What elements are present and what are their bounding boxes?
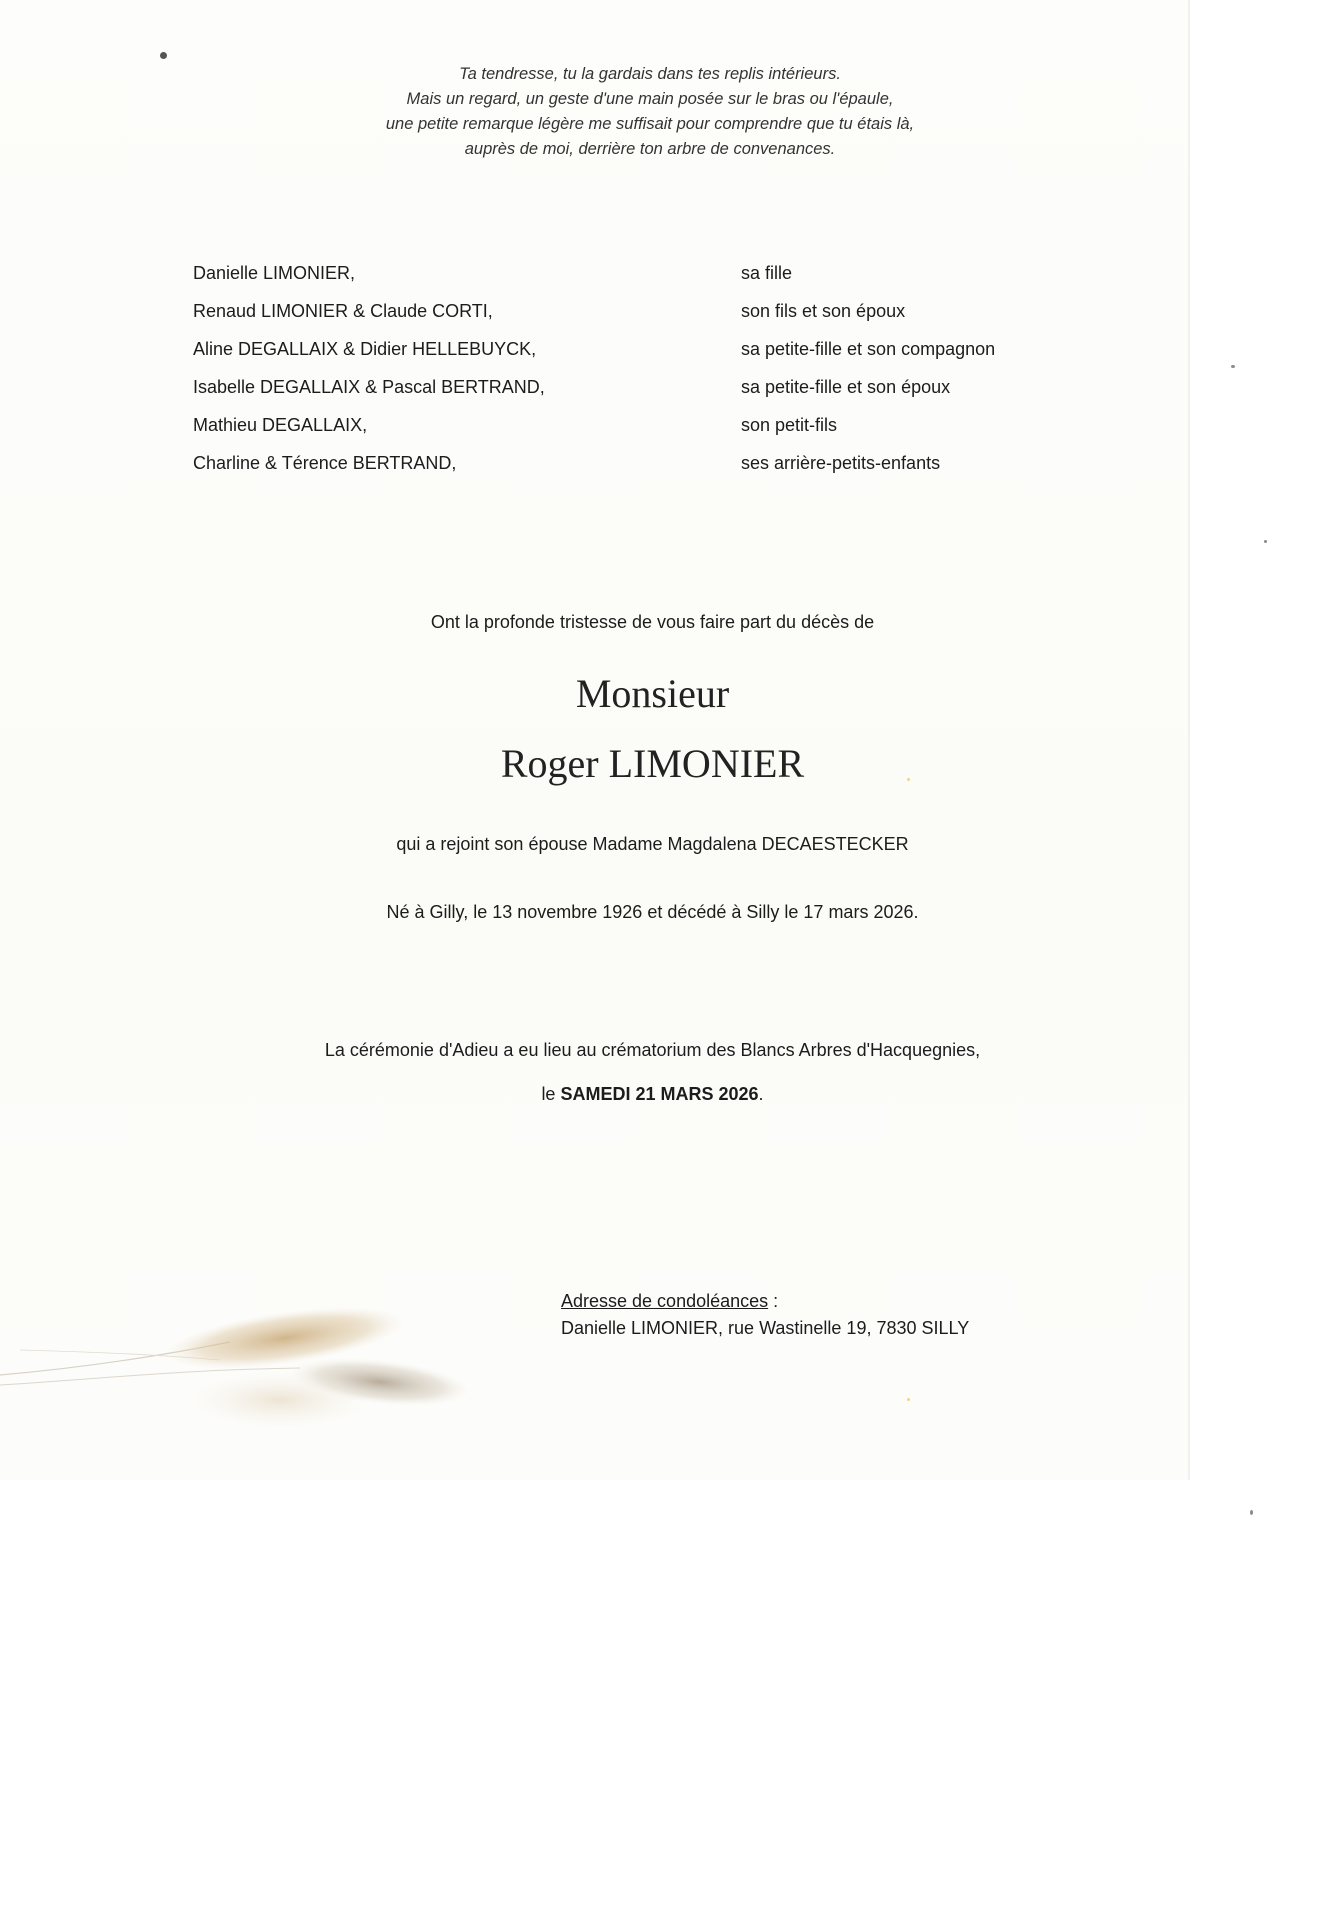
family-row <box>193 372 1093 410</box>
family-member-name: Aline DEGALLAIX & Didier HELLEBUYCK, <box>193 339 537 359</box>
family-member-relation: sa fille <box>741 263 793 283</box>
family-row <box>193 258 1093 296</box>
deceased-title: Monsieur <box>575 671 730 716</box>
condolences-label: Adresse de condoléances <box>561 1291 769 1311</box>
family-member-name: Mathieu DEGALLAIX, <box>193 415 368 435</box>
rejoined-spouse-text: qui a rejoint son épouse Madame Magdalena DECAESTECKER <box>396 834 909 854</box>
family-member-name: Renaud LIMONIER & Claude CORTI, <box>193 301 493 321</box>
dried-grass-illustration <box>0 1290 480 1440</box>
family-row <box>193 448 1093 486</box>
family-list <box>193 258 1093 486</box>
condolences-label-suffix: : <box>768 1291 779 1311</box>
family-member-name: Danielle LIMONIER, <box>193 263 356 283</box>
family-member-name: Isabelle DEGALLAIX & Pascal BERTRAND, <box>193 377 545 397</box>
poem-line: auprès de moi, derrière ton arbre de convenances. <box>464 140 836 158</box>
birth-death-text: Né à Gilly, le 13 novembre 1926 et décédé à Silly le 17 mars 2026. <box>386 902 919 922</box>
family-member-relation: son petit-fils <box>741 415 838 435</box>
ceremony-date: SAMEDI 21 MARS 2026 <box>560 1084 759 1104</box>
ceremony-date-suffix: . <box>758 1084 764 1104</box>
family-row <box>193 296 1093 334</box>
poem-line: Mais un regard, un geste d'une main posée sur le bras ou l'épaule, <box>406 90 894 108</box>
poem <box>300 62 1000 162</box>
ceremony-date-prefix: le <box>541 1084 561 1104</box>
family-member-relation: sa petite-fille et son époux <box>741 377 951 397</box>
deceased-name: Roger LIMONIER <box>500 741 805 786</box>
condolences-address: Danielle LIMONIER, rue Wastinelle 19, 7830 SILLY <box>561 1318 970 1338</box>
family-row <box>193 410 1093 448</box>
condolences-address-block <box>561 1288 969 1342</box>
ceremony-text: La cérémonie d'Adieu a eu lieu au crématorium des Blancs Arbres d'Hacquegnies, <box>324 1040 981 1060</box>
condolences-label-line <box>561 1288 969 1315</box>
family-row <box>193 334 1093 372</box>
poem-line: Ta tendresse, tu la gardais dans tes replis intérieurs. <box>459 65 841 83</box>
family-member-relation: ses arrière-petits-enfants <box>741 453 941 473</box>
family-member-name: Charline & Térence BERTRAND, <box>193 453 457 473</box>
ceremony-date-line <box>0 1084 1305 1105</box>
family-member-relation: son fils et son époux <box>741 301 906 321</box>
family-member-relation: sa petite-fille et son compagnon <box>741 339 996 359</box>
poem-line: une petite remarque légère me suffisait pour comprendre que tu étais là, <box>385 115 915 133</box>
announcement-text: Ont la profonde tristesse de vous faire part du décès de <box>430 612 875 632</box>
